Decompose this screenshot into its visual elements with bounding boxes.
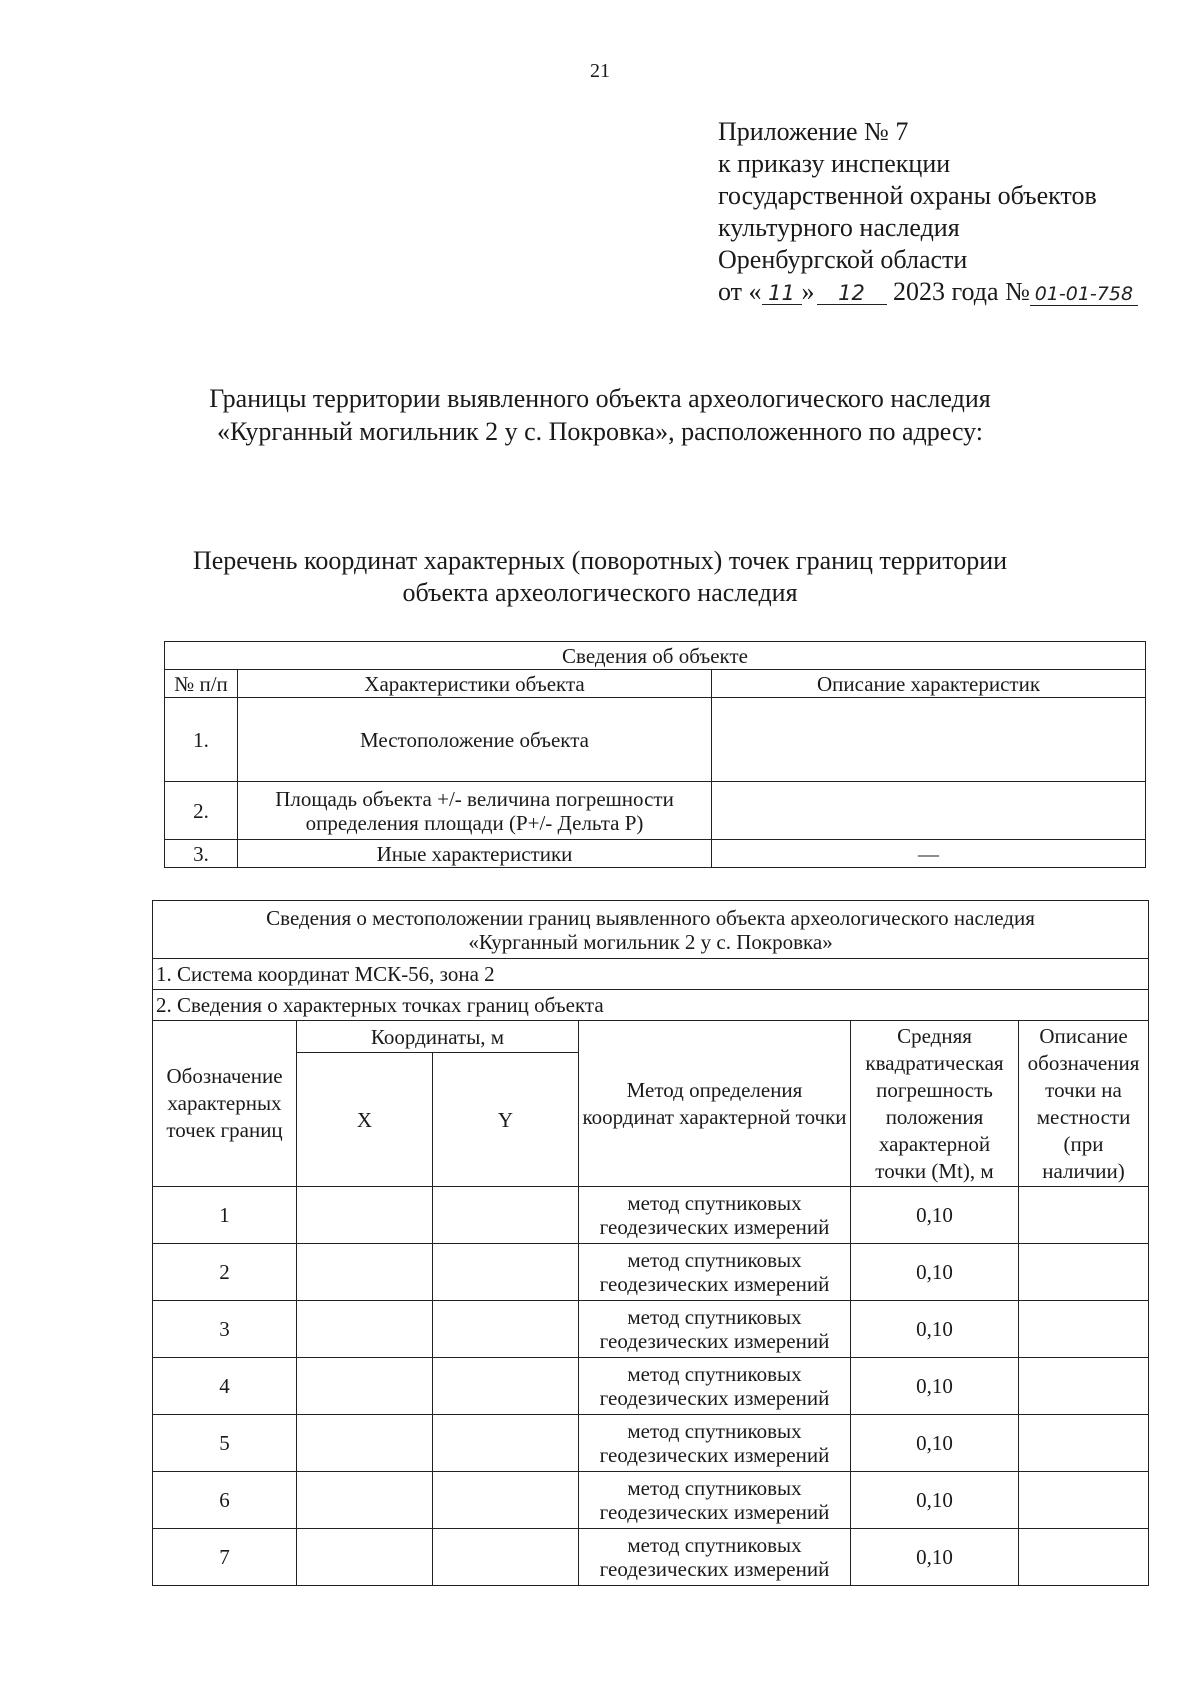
row-description — [712, 782, 1146, 840]
handwritten-month: 12 — [817, 282, 887, 305]
point-description — [1019, 1358, 1149, 1415]
row-number: 1. — [165, 698, 238, 782]
point-x — [297, 1472, 433, 1529]
point-id: 2 — [153, 1244, 297, 1301]
point-error: 0,10 — [851, 1187, 1019, 1244]
point-id: 6 — [153, 1472, 297, 1529]
method-line-1: метод спутниковых — [627, 1533, 802, 1557]
characteristic-line-1: Площадь объекта +/- величина погрешности — [275, 786, 674, 811]
point-id: 4 — [153, 1358, 297, 1415]
point-y — [433, 1358, 579, 1415]
point-y — [433, 1472, 579, 1529]
point-x — [297, 1301, 433, 1358]
appendix-line-2: к приказу инспекции — [718, 149, 951, 178]
point-method — [579, 1358, 851, 1415]
point-method — [579, 1472, 851, 1529]
point-description — [1019, 1301, 1149, 1358]
point-error: 0,10 — [851, 1415, 1019, 1472]
title-line-1: Границы территории выявленного объекта археологического наследия — [209, 384, 991, 413]
row-characteristic: Местоположение объекта — [238, 698, 712, 782]
header-y: Y — [433, 1053, 579, 1187]
document-subtitle — [0, 545, 1200, 609]
row-number: 2. — [165, 782, 238, 840]
method-line-1: метод спутниковых — [627, 1191, 802, 1215]
point-x — [297, 1358, 433, 1415]
point-x — [297, 1415, 433, 1472]
table-row — [153, 1529, 1149, 1586]
table-row — [153, 1358, 1149, 1415]
header-method: Метод определения координат характерной точки — [579, 1021, 851, 1187]
table-row — [153, 1472, 1149, 1529]
subtitle-line-2: объекта археологического наследия — [402, 578, 798, 607]
method-line-1: метод спутниковых — [627, 1362, 802, 1386]
method-line-1: метод спутниковых — [627, 1419, 802, 1443]
point-id: 1 — [153, 1187, 297, 1244]
table-row — [165, 698, 1146, 782]
table-row — [153, 1301, 1149, 1358]
method-line-2: геодезических измерений — [599, 1215, 830, 1239]
point-method — [579, 1244, 851, 1301]
quote-open: « — [748, 277, 762, 306]
location-table — [152, 900, 1149, 1586]
table-row — [165, 782, 1146, 840]
point-y — [433, 1529, 579, 1586]
point-error: 0,10 — [851, 1529, 1019, 1586]
object-table-caption: Сведения об объекте — [165, 642, 1146, 670]
point-error: 0,10 — [851, 1472, 1019, 1529]
table-row — [153, 1244, 1149, 1301]
point-description — [1019, 1187, 1149, 1244]
header-description: Описание характеристик — [712, 670, 1146, 698]
header-number: № п/п — [165, 670, 238, 698]
title-line-2: «Курганный могильник 2 у с. Покровка», расположенного по адресу: — [216, 417, 984, 446]
method-line-2: геодезических измерений — [599, 1386, 830, 1410]
caption-line-1: Сведения о местоположении границ выявленного объекта археологического наследия — [266, 905, 1035, 930]
row-characteristic: Иные характеристики — [238, 840, 712, 868]
table-row — [153, 1415, 1149, 1472]
coordinate-system: 1. Система координат МСК-56, зона 2 — [153, 959, 1149, 990]
point-y — [433, 1415, 579, 1472]
header-characteristic: Характеристики объекта — [238, 670, 712, 698]
point-error: 0,10 — [851, 1358, 1019, 1415]
point-x — [297, 1529, 433, 1586]
point-id: 5 — [153, 1415, 297, 1472]
method-line-2: геодезических измерений — [599, 1272, 830, 1296]
document-title — [0, 382, 1200, 448]
point-description — [1019, 1244, 1149, 1301]
page-number: 21 — [590, 60, 610, 82]
point-description — [1019, 1472, 1149, 1529]
row-description — [712, 698, 1146, 782]
row-number: 3. — [165, 840, 238, 868]
point-method — [579, 1415, 851, 1472]
method-line-2: геодезических измерений — [599, 1329, 830, 1353]
object-info-table — [164, 641, 1146, 868]
point-y — [433, 1301, 579, 1358]
handwritten-day: 11 — [762, 282, 802, 305]
point-id: 7 — [153, 1529, 297, 1586]
header-designation: Обозначение характерных точек границ — [153, 1021, 297, 1187]
method-line-2: геодезических измерений — [599, 1557, 830, 1581]
point-method — [579, 1301, 851, 1358]
row-characteristic — [238, 782, 712, 840]
point-id: 3 — [153, 1301, 297, 1358]
table-row — [165, 840, 1146, 868]
method-line-1: метод спутниковых — [627, 1305, 802, 1329]
points-info: 2. Сведения о характерных точках границ объекта — [153, 990, 1149, 1021]
quote-close: » — [801, 277, 815, 306]
point-y — [433, 1187, 579, 1244]
handwritten-order-number: 01-01-758 — [1030, 283, 1138, 306]
characteristic-line-2: определения площади (Р+/- Дельта Р) — [305, 810, 644, 835]
point-x — [297, 1187, 433, 1244]
date-prefix: от — [718, 277, 743, 306]
point-error: 0,10 — [851, 1301, 1019, 1358]
appendix-line-4: культурного наследия — [718, 213, 960, 242]
subtitle-line-1: Перечень координат характерных (поворотных) точек границ территории — [192, 546, 1008, 575]
point-x — [297, 1244, 433, 1301]
appendix-line-5: Оренбургской области — [718, 245, 968, 274]
header-x: X — [297, 1053, 433, 1187]
appendix-line-1: Приложение № 7 — [718, 117, 909, 146]
point-description — [1019, 1529, 1149, 1586]
header-error: Средняя квадратическая погрешность положения характерной точки (Mt), м — [851, 1021, 1019, 1187]
year-text: 2023 года № — [893, 277, 1030, 306]
header-coordinates: Координаты, м — [297, 1021, 579, 1053]
method-line-2: геодезических измерений — [599, 1500, 830, 1524]
header-point-description: Описание обозначения точки на местности (при наличии) — [1019, 1021, 1149, 1187]
point-error: 0,10 — [851, 1244, 1019, 1301]
table-row — [153, 1187, 1149, 1244]
caption-line-2: «Курганный могильник 2 у с. Покровка» — [468, 929, 833, 954]
method-line-1: метод спутниковых — [627, 1476, 802, 1500]
point-y — [433, 1244, 579, 1301]
point-method — [579, 1187, 851, 1244]
row-description: — — [712, 840, 1146, 868]
appendix-block — [718, 116, 1138, 308]
method-line-2: геодезических измерений — [599, 1443, 830, 1467]
point-description — [1019, 1415, 1149, 1472]
appendix-line-3: государственной охраны объектов — [718, 181, 1097, 210]
method-line-1: метод спутниковых — [627, 1248, 802, 1272]
point-method — [579, 1529, 851, 1586]
location-table-caption — [153, 901, 1149, 959]
appendix-date-line — [718, 276, 1138, 308]
